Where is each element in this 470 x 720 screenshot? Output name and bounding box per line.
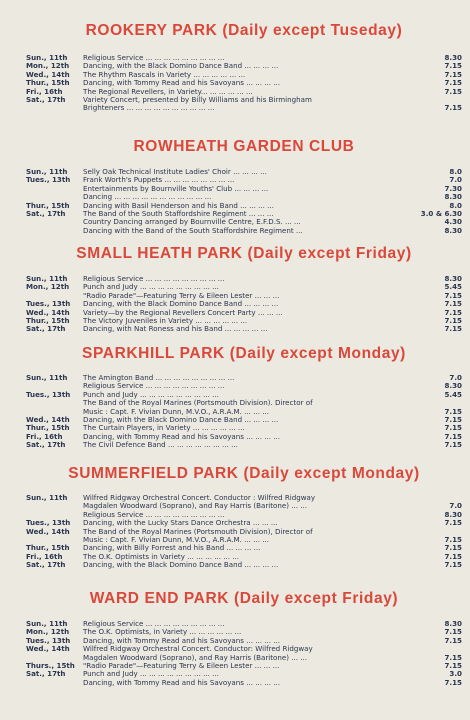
list-item <box>26 553 462 561</box>
day-label: Wed., 14th <box>26 69 70 79</box>
day-label: Fri., 16th <box>26 551 63 561</box>
event-description: Magdalen Woodward (Soprano), and Ray Harris (Baritone) ... ... <box>83 502 308 511</box>
schedule-list <box>26 168 462 235</box>
list-item <box>26 283 462 291</box>
list-item <box>26 424 462 432</box>
day-label: Tues., 13th <box>26 389 71 399</box>
list-item <box>26 654 462 662</box>
list-item <box>26 645 462 653</box>
event-description: The Rhythm Rascals in Variety ... ... ... ... ... ... <box>83 70 246 79</box>
event-time: 7.30 <box>444 183 462 193</box>
day-label: Mon., 12th <box>26 627 70 637</box>
event-description: Selly Oak Technical Institute Ladies' Choir ... ... ... ... <box>83 168 267 176</box>
event-time: 7.15 <box>444 440 462 450</box>
day-label: Sat., 17th <box>26 560 66 570</box>
event-time: 4.30 <box>444 217 462 227</box>
section-title: ROOKERY PARK (Daily except Tuseday) <box>85 22 403 39</box>
event-time: 7.15 <box>444 78 462 88</box>
event-time: 7.15 <box>444 534 462 544</box>
list-item <box>26 374 462 382</box>
day-label: Sun., 11th <box>26 274 68 283</box>
list-item <box>26 382 462 390</box>
event-time: 8.30 <box>444 619 462 628</box>
event-time: 8.30 <box>444 225 462 235</box>
list-item <box>26 536 462 544</box>
day-label: Sat., 17th <box>26 324 66 334</box>
event-description: The O.K. Optimists, in Variety ... ... ... ... ... ... <box>83 628 242 637</box>
event-description: "Radio Parade"—Featuring Terry & Eileen Lester ... ... ... <box>83 661 280 670</box>
list-item <box>26 300 462 308</box>
event-description: Dancing, with the Black Domino Dance Band ... ... ... ... <box>83 561 279 570</box>
event-description: Religious Service ... ... ... ... ... ... ... ... ... <box>83 275 225 283</box>
event-time: 7.15 <box>444 635 462 645</box>
event-time: 7.15 <box>444 518 462 528</box>
list-item <box>26 416 462 424</box>
day-label: Mon., 12th <box>26 61 70 71</box>
event-time: 7.15 <box>444 299 462 309</box>
event-description: The Regional Revellers, in Variety... ... ... ... ... ... <box>83 87 253 96</box>
list-item <box>26 391 462 399</box>
event-description: The Victory Juveniles in Variety ... ... ... ... ... ... <box>83 316 248 325</box>
list-item <box>26 193 462 201</box>
event-description: "Radio Parade"—Featuring Terry & Eileen Lester ... ... ... <box>83 291 280 300</box>
day-label: Sun., 11th <box>26 373 68 382</box>
day-label: Sun., 11th <box>26 619 68 628</box>
event-description: Dancing, with the Lucky Stars Dance Orchestra ... ... ... <box>83 519 278 528</box>
event-time: 7.15 <box>444 543 462 553</box>
event-description: Dancing, with Tommy Read and his Savoyans ... ... ... ... <box>83 636 281 645</box>
day-label: Thurs., 15th <box>26 660 75 670</box>
event-description: Country Dancing arranged by Bournville Centre, E.F.D.S. ... ... <box>83 218 301 227</box>
list-item <box>26 218 462 226</box>
event-time: 7.15 <box>444 103 462 113</box>
event-time: 3.0 <box>449 669 462 679</box>
event-description: Variety Concert, presented by Billy Williams and his Birmingham <box>83 95 312 104</box>
event-time: 7.15 <box>444 627 462 637</box>
event-time: 7.15 <box>444 406 462 416</box>
event-description: Dancing, with Tommy Read and his Savoyans ... ... ... ... <box>83 79 281 88</box>
event-time: 7.15 <box>444 307 462 317</box>
event-description: Dancing with Basil Henderson and his Band ... ... ... ... <box>83 201 274 210</box>
event-description: Frank Worth's Puppets ... ... ... ... ... ... ... ... <box>83 176 235 185</box>
list-item <box>26 441 462 449</box>
list-item <box>26 544 462 552</box>
schedule-list <box>26 374 462 450</box>
event-description: The Band of the South Staffordshire Regiment ... ... ... <box>83 209 274 218</box>
event-description: Religious Service ... ... ... ... ... ... ... ... ... <box>83 510 225 519</box>
list-item <box>26 670 462 678</box>
day-label: Wed., 14th <box>26 414 70 424</box>
list-item <box>26 292 462 300</box>
list-item <box>26 325 462 333</box>
event-time: 7.0 <box>449 501 462 511</box>
event-time: 7.15 <box>444 69 462 79</box>
day-label: Mon., 12th <box>26 282 70 292</box>
event-time: 7.15 <box>444 660 462 670</box>
event-time: 8.30 <box>444 509 462 519</box>
list-item <box>26 275 462 283</box>
list-item <box>26 309 462 317</box>
day-label: Tues., 13th <box>26 299 71 309</box>
event-description: Punch and Judy ... ... ... ... ... ... ... ... ... <box>83 670 219 679</box>
list-item <box>26 628 462 636</box>
list-item <box>26 494 462 502</box>
event-description: Wilfred Ridgway Orchestral Concert. Conductor : Wilfred Ridgway <box>83 494 316 502</box>
day-label: Sat., 17th <box>26 669 66 679</box>
event-description: Dancing, with the Black Domino Dance Band ... ... ... ... <box>83 62 279 71</box>
event-time: 7.15 <box>444 423 462 433</box>
day-label: Sat., 17th <box>26 440 66 450</box>
event-description: Dancing, with Tommy Read and his Savoyans ... ... ... ... <box>83 678 281 687</box>
event-description: Dancing ... ... ... ... ... ... ... ... ... ... ... <box>83 193 212 202</box>
event-time: 7.15 <box>444 652 462 662</box>
schedule-list <box>26 275 462 334</box>
event-description: Dancing, with Nat Roness and his Band ... ... ... ... ... <box>83 325 268 334</box>
event-description: Punch and Judy ... ... ... ... ... ... ... ... ... <box>83 390 219 399</box>
event-time: 7.15 <box>444 61 462 71</box>
event-time: 7.15 <box>444 551 462 561</box>
day-label: Tues., 13th <box>26 175 71 185</box>
event-time: 3.0 & 6.30 <box>420 208 462 218</box>
day-label: Wed., 14th <box>26 526 70 536</box>
event-description: The Amington Band ... ... ... ... ... ... ... ... ... <box>83 374 235 382</box>
section-title: WARD END PARK (Daily except Friday) <box>89 590 399 607</box>
event-description: Wilfred Ridgway Orchestral Concert. Conductor: Wilfred Ridgway <box>83 645 313 654</box>
event-description: Dancing, with the Black Domino Dance Band ... ... ... ... <box>83 300 279 309</box>
list-item <box>26 679 462 687</box>
event-description: Religious Service ... ... ... ... ... ... ... ... ... <box>83 620 225 628</box>
schedule-list <box>26 54 462 113</box>
list-item <box>26 408 462 416</box>
list-item <box>26 185 462 193</box>
list-item <box>26 202 462 210</box>
list-item <box>26 168 462 176</box>
list-item <box>26 79 462 87</box>
event-time: 8.30 <box>444 192 462 202</box>
day-label: Sun., 11th <box>26 167 68 176</box>
event-description: Religious Service ... ... ... ... ... ... ... ... ... <box>83 382 225 391</box>
list-item <box>26 104 462 112</box>
list-item <box>26 317 462 325</box>
section-title: SPARKHILL PARK (Daily except Monday) <box>82 345 406 362</box>
list-item <box>26 62 462 70</box>
event-description: The O.K. Optimists in Variety ... ... ... ... ... ... <box>83 552 240 561</box>
list-item <box>26 433 462 441</box>
event-description: Dancing with the Band of the South Staffordshire Regiment ... <box>83 226 303 235</box>
list-item <box>26 620 462 628</box>
event-description: The Band of the Royal Marines (Portsmouth Division). Director of <box>83 399 313 408</box>
event-description: Religious Service ... ... ... ... ... ... ... ... ... <box>83 54 225 62</box>
event-description: Dancing, with Tommy Read and his Savoyans ... ... ... ... <box>83 432 281 441</box>
day-label: Thur., 15th <box>26 78 70 88</box>
event-description: The Curtain Players, in Variety ... ... ... ... ... ... <box>83 424 245 433</box>
event-time: 7.0 <box>449 175 462 185</box>
day-label: Thur., 15th <box>26 315 70 325</box>
section-title: ROWHEATH GARDEN CLUB <box>133 138 355 155</box>
list-item <box>26 519 462 527</box>
list-item <box>26 502 462 510</box>
event-time: 8.30 <box>444 274 462 283</box>
event-time: 7.15 <box>444 677 462 687</box>
day-label: Fri., 16th <box>26 86 63 96</box>
event-time: 7.0 <box>449 373 462 382</box>
event-time: 7.15 <box>444 324 462 334</box>
list-item <box>26 399 462 407</box>
event-description: Dancing, with the Black Domino Dance Band ... ... ... ... <box>83 415 279 424</box>
event-description: The Civil Defence Band ... ... ... ... ... ... ... ... <box>83 441 238 450</box>
day-label: Sat., 17th <box>26 208 66 218</box>
event-time: 7.15 <box>444 431 462 441</box>
schedule-list <box>26 494 462 570</box>
list-item <box>26 227 462 235</box>
event-description: Variety—by the Regional Revellers Concert Party ... ... ... <box>83 308 283 317</box>
event-time: 8.0 <box>449 200 462 210</box>
event-description: Entertainments by Bournville Youths' Club ... ... ... ... <box>83 184 269 193</box>
event-time: 7.15 <box>444 315 462 325</box>
event-time: 8.30 <box>444 381 462 391</box>
event-time: 5.45 <box>444 389 462 399</box>
day-label: Wed., 14th <box>26 307 70 317</box>
event-description: Punch and Judy ... ... ... ... ... ... ... ... ... <box>83 283 219 292</box>
event-description: Magdalen Woodward (Soprano), and Ray Harris (Baritone) ... ... <box>83 653 308 662</box>
list-item <box>26 528 462 536</box>
event-description: Music : Capt. F. Vivian Dunn, M.V.O., A.R.A.M. ... ... ... <box>83 407 269 416</box>
event-time: 8.0 <box>449 167 462 176</box>
list-item <box>26 561 462 569</box>
day-label: Tues., 13th <box>26 518 71 528</box>
list-item <box>26 662 462 670</box>
list-item <box>26 96 462 104</box>
event-time: 8.30 <box>444 53 462 62</box>
event-description: Music : Capt. F. Vivian Dunn, M.V.O., A.R.A.M. ... ... ... <box>83 535 269 544</box>
list-item <box>26 210 462 218</box>
event-time: 7.15 <box>444 86 462 96</box>
list-item <box>26 54 462 62</box>
event-time: 7.15 <box>444 290 462 300</box>
list-item <box>26 88 462 96</box>
day-label: Wed., 14th <box>26 644 70 654</box>
event-time: 7.15 <box>444 414 462 424</box>
event-description: Dancing, with Billy Forrest and his Band ... ... ... ... <box>83 544 261 553</box>
day-label: Thur., 15th <box>26 200 70 210</box>
event-time: 5.45 <box>444 282 462 292</box>
section-title: SMALL HEATH PARK (Daily except Friday) <box>76 245 412 262</box>
day-label: Sun., 11th <box>26 53 68 62</box>
day-label: Sat., 17th <box>26 94 66 104</box>
list-item <box>26 511 462 519</box>
list-item <box>26 176 462 184</box>
day-label: Tues., 13th <box>26 635 71 645</box>
day-label: Fri., 16th <box>26 431 63 441</box>
day-label: Thur., 15th <box>26 423 70 433</box>
day-label: Thur., 15th <box>26 543 70 553</box>
event-description: Brighteners ... ... ... ... ... ... ... ... ... ... <box>83 104 215 113</box>
section-title: SUMMERFIELD PARK (Daily except Monday) <box>68 465 420 482</box>
event-time: 7.15 <box>444 560 462 570</box>
list-item <box>26 71 462 79</box>
day-label: Sun., 11th <box>26 493 68 502</box>
schedule-list <box>26 620 462 687</box>
event-description: The Band of the Royal Marines (Portsmouth Division), Director of <box>83 527 313 536</box>
list-item <box>26 637 462 645</box>
